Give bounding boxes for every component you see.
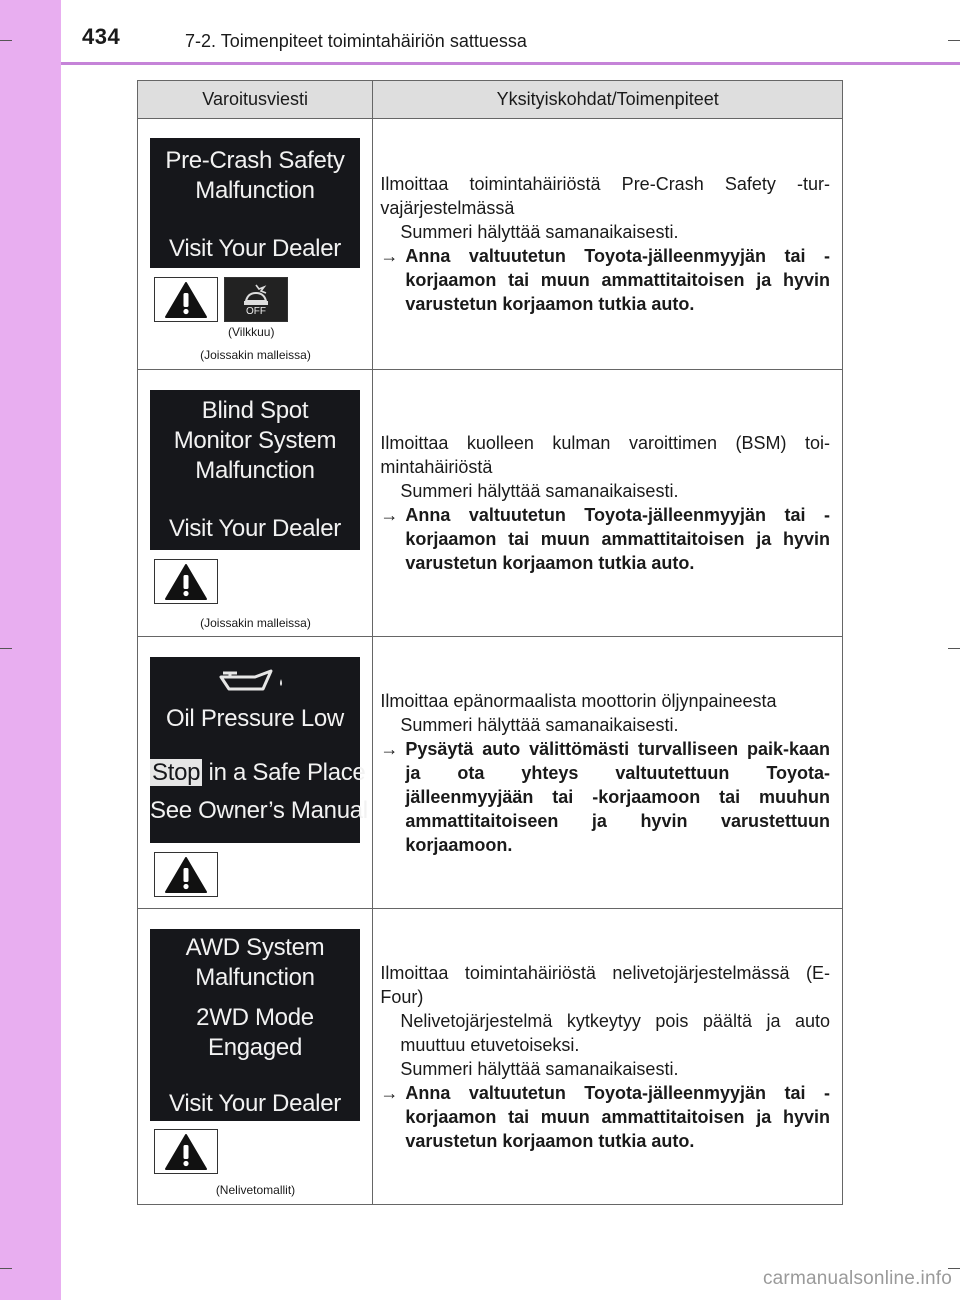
arrow-icon: → bbox=[380, 505, 399, 525]
display-line: Malfunction bbox=[195, 964, 315, 991]
model-note: (Joissakin malleissa) bbox=[200, 348, 311, 362]
details-cell bbox=[373, 370, 843, 637]
warning-triangle-icon bbox=[164, 856, 208, 894]
column-header-warning-message: Varoitusviesti bbox=[138, 81, 373, 119]
display-line: Monitor System bbox=[173, 427, 337, 454]
action-label: Pysäytä auto välittömästi turvalliseen paik-kaan ja ota yhteys valtuutettuun Toyota-jälleenmyyjään tai -korjaamoon tai muuhun ammattitaitoiseen ja hyvin varustettuun korjaamoon. bbox=[405, 738, 830, 855]
display-line: Malfunction bbox=[195, 177, 315, 204]
crop-mark bbox=[0, 40, 12, 41]
table-row bbox=[138, 119, 843, 370]
info-text: Summeri hälyttää samanaikaisesti. bbox=[400, 481, 679, 501]
pcs-car-collision-icon bbox=[236, 283, 276, 309]
display-screen bbox=[150, 390, 360, 550]
details-cell bbox=[373, 119, 843, 370]
master-warning-indicator bbox=[154, 277, 218, 322]
warning-triangle-icon bbox=[164, 563, 208, 601]
off-label: OFF bbox=[246, 305, 266, 317]
display-screen bbox=[150, 138, 360, 268]
table-row bbox=[138, 909, 843, 1205]
warning-message-table bbox=[137, 80, 843, 1205]
display-line: Malfunction bbox=[195, 457, 315, 484]
display-screen bbox=[150, 657, 368, 843]
display-line: Blind Spot bbox=[201, 397, 309, 424]
action-label: Anna valtuutetun Toyota-jälleenmyyjän tai -korjaamon tai muun ammattitaitoisen ja hyvin varustetun korjaamon tutkia auto. bbox=[405, 1082, 830, 1151]
master-warning-indicator bbox=[154, 559, 218, 604]
master-warning-indicator bbox=[154, 852, 218, 897]
oil-can-icon bbox=[215, 665, 295, 697]
header-rule bbox=[61, 62, 960, 65]
details-cell bbox=[373, 637, 843, 909]
info-text: Summeri hälyttää samanaikaisesti. bbox=[400, 1058, 679, 1079]
watermark: carmanualsonline.info bbox=[762, 1268, 952, 1289]
display-line: Visit Your Dealer bbox=[169, 515, 341, 542]
model-note: (Nelivetomallit) bbox=[215, 1183, 296, 1197]
warning-message-cell bbox=[138, 637, 373, 909]
info-text: Summeri hälyttää samanaikaisesti. bbox=[400, 222, 679, 242]
crop-mark bbox=[948, 40, 960, 41]
display-line: Pre-Crash Safety bbox=[165, 147, 345, 174]
display-line: Engaged bbox=[208, 1034, 302, 1061]
section-title: 7-2. Toimenpiteet toimintahäiriön sattuessa bbox=[185, 31, 527, 51]
action-text bbox=[380, 244, 830, 316]
model-note: (Joissakin malleissa) bbox=[200, 616, 311, 630]
warning-triangle-icon bbox=[164, 281, 208, 319]
table-row bbox=[138, 637, 843, 909]
crop-mark bbox=[948, 648, 960, 649]
description-text: Ilmoittaa kuolleen kulman varoittimen (BSM) toi-mintahäiriöstä bbox=[380, 433, 830, 477]
column-header-details-actions: Yksityiskohdat/Toimenpiteet bbox=[373, 81, 843, 119]
info-text: Nelivetojärjestelmä kytkeytyy pois päältä ja auto muuttuu etuvetoiseksi. bbox=[400, 1010, 830, 1055]
description-text: Ilmoittaa toimintahäiriöstä Pre-Crash Safety -tur-vajärjestelmässä bbox=[380, 174, 830, 218]
display-line: AWD System bbox=[185, 934, 325, 961]
display-line: Oil Pressure Low bbox=[166, 705, 344, 732]
display-line bbox=[150, 758, 366, 788]
arrow-icon: → bbox=[380, 738, 399, 759]
arrow-icon: → bbox=[380, 246, 399, 266]
crop-mark bbox=[0, 648, 12, 649]
warning-message-cell bbox=[138, 370, 373, 637]
warning-triangle-icon bbox=[164, 1133, 208, 1171]
action-label: Anna valtuutetun Toyota-jälleenmyyjän tai -korjaamon tai muun ammattitaitoisen ja hyvin varustetun korjaamon tutkia auto. bbox=[405, 246, 830, 314]
table-header-row bbox=[138, 81, 843, 119]
indicator-caption: (Vilkkuu) bbox=[228, 325, 275, 339]
description-text: Ilmoittaa toimintahäiriöstä nelivetojärjestelmässä (E-Four) bbox=[380, 962, 830, 1007]
display-line: Visit Your Dealer bbox=[169, 235, 341, 262]
stop-highlight: Stop bbox=[152, 759, 201, 786]
action-label: Anna valtuutetun Toyota-jälleenmyyjän tai -korjaamon tai muun ammattitaitoisen ja hyvin varustetun korjaamon tutkia auto. bbox=[405, 505, 830, 573]
warning-message-cell bbox=[138, 119, 373, 370]
display-line: 2WD Mode bbox=[196, 1004, 314, 1031]
display-screen bbox=[150, 929, 360, 1121]
table-row bbox=[138, 370, 843, 637]
action-text bbox=[380, 1081, 830, 1153]
crop-mark bbox=[0, 1268, 12, 1269]
display-line-rest: in a Safe Place bbox=[208, 759, 366, 786]
description-text: Ilmoittaa epänormaalista moottorin öljynpaineesta bbox=[380, 690, 777, 711]
side-color-band bbox=[0, 0, 61, 1300]
display-line: Visit Your Dealer bbox=[169, 1090, 341, 1117]
action-text bbox=[380, 503, 830, 575]
pcs-off-indicator bbox=[224, 277, 288, 322]
display-line: See Owner’s Manual bbox=[150, 797, 368, 824]
arrow-icon: → bbox=[380, 1082, 399, 1103]
action-text bbox=[380, 737, 830, 857]
warning-message-cell bbox=[138, 909, 373, 1205]
page-number: 434 bbox=[82, 24, 121, 49]
master-warning-indicator bbox=[154, 1129, 218, 1174]
details-cell bbox=[373, 909, 843, 1205]
info-text: Summeri hälyttää samanaikaisesti. bbox=[400, 714, 679, 735]
